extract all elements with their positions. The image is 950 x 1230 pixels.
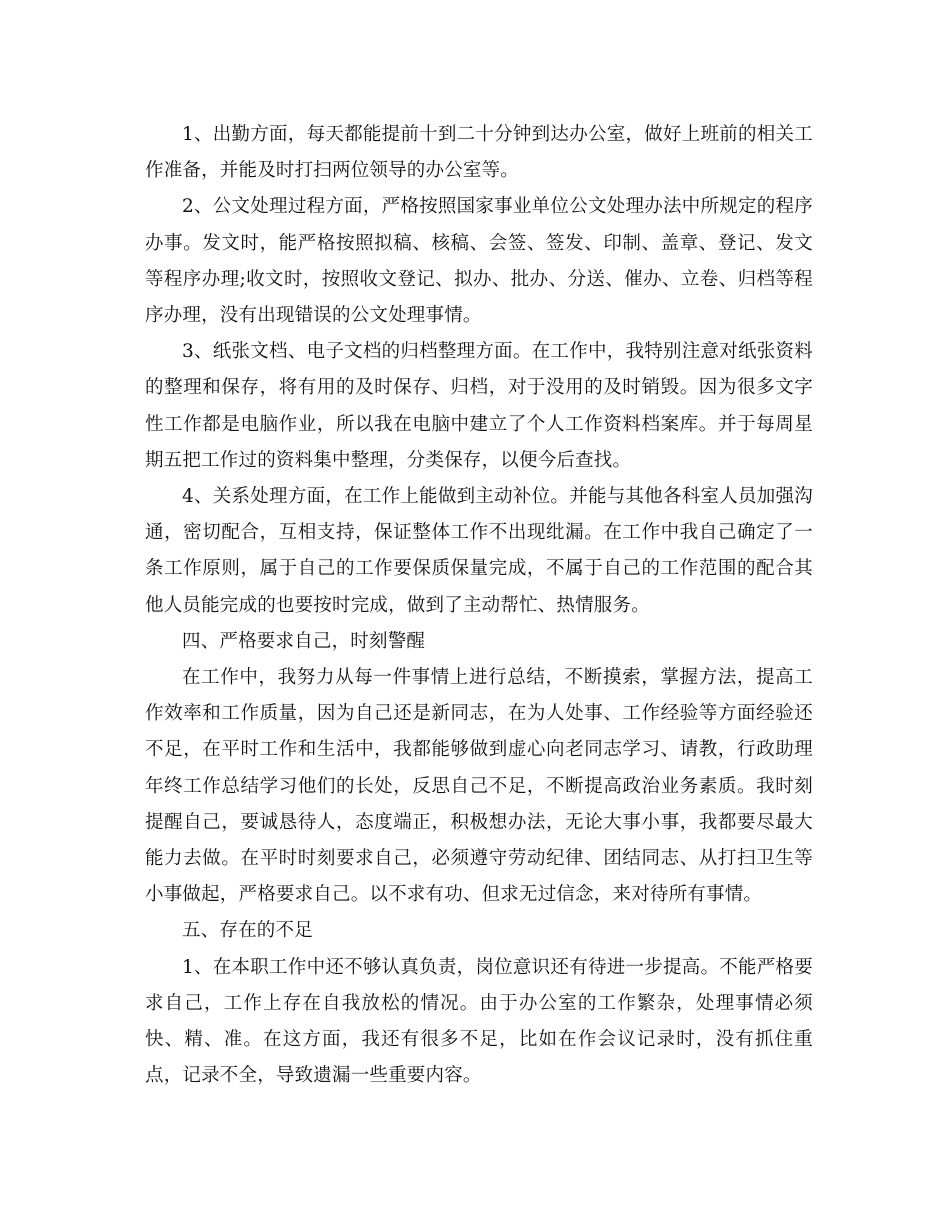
- paragraph-archiving: 3、纸张文档、电子文档的归档整理方面。在工作中，我特别注意对纸张资料的整理和保存，将有用的及时保存、归档，对于没用的及时销毁。因为很多文字性工作都是电脑作业，所以我在电脑中建立了个人工作资料档案库。并于每周星期五把工作过的资料集中整理，分类保存，以便今后查找。: [145, 341, 813, 471]
- paragraph-attendance: 1、出勤方面，每天都能提前十到二十分钟到达办公室，做好上班前的相关工作准备，并能及时打扫两位领导的办公室等。: [145, 124, 813, 182]
- paragraph-self-discipline: 在工作中，我努力从每一件事情上进行总结，不断摸索，掌握方法，提高工作效率和工作质量，因为自己还是新同志，在为人处事、工作经验等方面经验还不足，在平时工作和生活中，我都能够做到虚心向老同志学习、请教，行政助理年终工作总结学习他们的长处，反思自己不足，不断提高政治业务素质。我时刻提醒自己，要诚恳待人，态度端正，积极想办法，无论大事小事，我都要尽最大能力去做。在平时时刻要求自己，必须遵守劳动纪律、团结同志、从打扫卫生等小事做起，严格要求自己。以不求有功、但求无过信念，来对待所有事情。: [145, 667, 813, 906]
- document-body: [145, 117, 813, 1094]
- section-heading-shortcomings: 五、存在的不足: [182, 920, 313, 942]
- paragraph-document-processing: 2、公文处理过程方面，严格按照国家事业单位公文处理办法中所规定的程序办事。发文时，能严格按照拟稿、核稿、会签、签发、印制、盖章、登记、发文等程序办理;收文时，按照收文登记、拟办、批办、分送、催办、立卷、归档等程序办理，没有出现错误的公文处理事情。: [145, 196, 813, 327]
- paragraph-relations: 4、关系处理方面，在工作上能做到主动补位。并能与其他各科室人员加强沟通，密切配合，互相支持，保证整体工作不出现纰漏。在工作中我自己确定了一条工作原则，属于自己的工作要保质保量完成，不属于自己的工作范围的配合其他人员能完成的也要按时完成，做到了主动帮忙、热情服务。: [145, 486, 813, 616]
- paragraph-shortcomings: 1、在本职工作中还不够认真负责，岗位意识还有待进一步提高。不能严格要求自己，工作上存在自我放松的情况。由于办公室的工作繁杂，处理事情必须快、精、准。在这方面，我还有很多不足，比如在作会议记录时，没有抓住重点，记录不全，导致遗漏一些重要内容。: [145, 956, 813, 1087]
- section-heading-self-discipline: 四、严格要求自己，时刻警醒: [182, 630, 426, 652]
